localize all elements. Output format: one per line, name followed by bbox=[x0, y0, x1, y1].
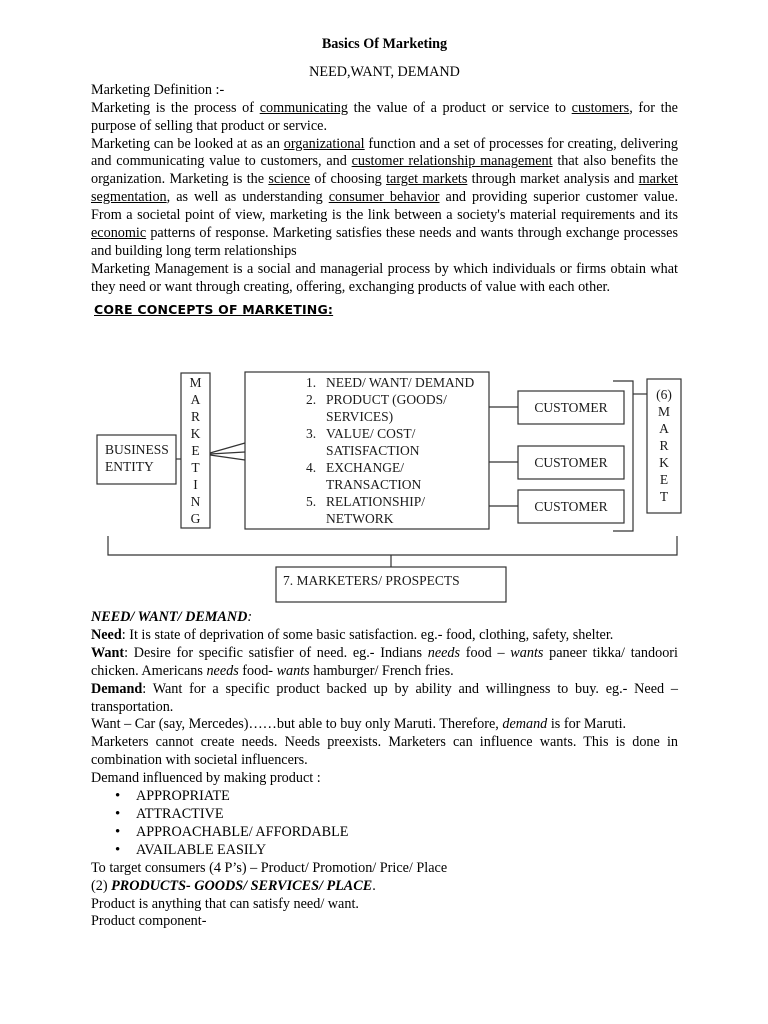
concept-number: 2. bbox=[306, 392, 317, 407]
link-market-segmentation[interactable]: market segmentation bbox=[91, 171, 678, 206]
concept-label: NEED/ WANT/ DEMAND bbox=[326, 375, 475, 390]
text-run: . bbox=[372, 877, 376, 894]
text-run: through market analysis and bbox=[467, 171, 639, 188]
concept-label: SATISFACTION bbox=[326, 443, 420, 458]
list-item: • APPROACHABLE/ AFFORDABLE bbox=[136, 824, 678, 842]
target-consumers-line: To target consumers (4 P’s) – Product/ Promotion/ Price/ Place bbox=[91, 859, 448, 876]
marketing-letter: G bbox=[190, 511, 201, 526]
text-run: patterns of response. Marketing satisfies these needs and wants through exchange processes and building long term relationships bbox=[91, 225, 678, 259]
product-definition: Product is anything that can satisfy need/ want. bbox=[91, 895, 359, 912]
concept-label: NETWORK bbox=[326, 511, 394, 526]
marketing-letter: T bbox=[191, 460, 200, 475]
document-body bbox=[91, 36, 678, 319]
market-letter: E bbox=[659, 472, 669, 487]
bracket-line bbox=[108, 536, 677, 555]
link-communicating[interactable]: communicating bbox=[259, 99, 348, 116]
text-run: Want – Car (say, Mercedes)……but able to buy only Maruti. Therefore, bbox=[91, 716, 503, 733]
marketing-letter: E bbox=[191, 443, 200, 458]
definition-paragraph-2 bbox=[91, 136, 678, 261]
demand-influenced-label: Demand influenced by making product : bbox=[91, 770, 321, 787]
marketing-letter: M bbox=[189, 375, 202, 390]
business-entity-label: BUSINESS bbox=[105, 442, 169, 457]
bullet-list bbox=[91, 788, 678, 860]
customer-label: CUSTOMER bbox=[534, 455, 608, 470]
text-run: : Want for a specific product backed up by ability and willingness to buy. eg.- Need – transportation. bbox=[91, 680, 678, 715]
need-label: Need bbox=[91, 626, 122, 643]
concept-label: PRODUCT (GOODS/ bbox=[326, 392, 447, 407]
document-subtitle: NEED,WANT, DEMAND bbox=[309, 63, 460, 80]
document-title: Basics Of Marketing bbox=[321, 36, 448, 52]
concept-label: RELATIONSHIP/ bbox=[326, 494, 426, 509]
want-car-example bbox=[91, 716, 678, 734]
text-run: demand bbox=[502, 716, 548, 733]
text-run: , for the purpose of selling that product or service. bbox=[91, 99, 678, 134]
text-run: is for Maruti. bbox=[547, 716, 627, 733]
link-consumer-behavior[interactable]: consumer behavior bbox=[328, 189, 440, 206]
concept-number: 1. bbox=[306, 375, 317, 390]
nwd-heading-text: NEED/ WANT/ DEMAND bbox=[91, 609, 248, 625]
want-definition bbox=[91, 645, 678, 681]
marketing-management-paragraph: Marketing Management is a social and managerial process by which individuals or firms obtain what they need or want through creating, offering, exchanging products of value with each other. bbox=[91, 260, 678, 295]
text-run: wants bbox=[276, 662, 310, 679]
text-run: : bbox=[247, 609, 253, 625]
core-concepts-diagram-svg bbox=[90, 362, 690, 607]
core-concepts-heading: CORE CONCEPTS OF MARKETING: bbox=[94, 301, 334, 317]
text-run: wants bbox=[510, 644, 544, 661]
market-letter: M bbox=[657, 404, 671, 419]
text-run: needs bbox=[427, 644, 461, 661]
market-letter: R bbox=[659, 438, 669, 453]
customer-label: CUSTOMER bbox=[534, 400, 608, 415]
concept-number: 3. bbox=[306, 426, 317, 441]
connector-line bbox=[210, 443, 245, 453]
marketing-letter: A bbox=[190, 392, 201, 407]
list-item: • ATTRACTIVE bbox=[136, 806, 678, 824]
text-run: function and a set of processes for creating, delivering and communicating value to customers, and bbox=[91, 135, 678, 170]
concept-number: 4. bbox=[306, 460, 317, 475]
definition-label: Marketing Definition :- bbox=[91, 81, 225, 98]
marketers-needs-paragraph: Marketers cannot create needs. Needs preexists. Marketers can influence wants. This is done in combination with societal influencers. bbox=[91, 734, 678, 769]
core-concepts-diagram bbox=[90, 362, 690, 612]
market-number: (6) bbox=[656, 387, 672, 402]
market-letter: K bbox=[659, 455, 669, 470]
text-run: : Desire for specific satisfier of need. eg.- Indians bbox=[124, 644, 428, 661]
list-item: • AVAILABLE EASILY bbox=[136, 842, 678, 860]
business-entity-label: ENTITY bbox=[105, 459, 154, 474]
text-run: and providing superior customer value. From a societal point of view, marketing is the link between a society's material requirements and its bbox=[91, 189, 678, 224]
text-run: of choosing bbox=[310, 171, 387, 188]
marketing-letter: N bbox=[190, 494, 201, 509]
market-letter: T bbox=[659, 489, 669, 504]
demand-label: Demand bbox=[91, 680, 143, 697]
link-organizational[interactable]: organizational bbox=[283, 135, 365, 152]
text-run: that also benefits the organization. Marketing is the bbox=[91, 153, 678, 188]
concept-number: 5. bbox=[306, 494, 317, 509]
marketing-letter: K bbox=[190, 426, 201, 441]
link-economic[interactable]: economic bbox=[91, 225, 147, 242]
text-run: needs bbox=[206, 662, 239, 679]
marketing-letter: I bbox=[193, 477, 198, 492]
text-run: paneer tikka/ tandoori chicken. Americans bbox=[91, 644, 678, 679]
text-run: hamburger/ French fries. bbox=[309, 662, 454, 679]
text-run: , as well as understanding bbox=[166, 189, 329, 206]
text-run: Marketing is the process of bbox=[91, 99, 260, 116]
text-run: (2) bbox=[91, 877, 112, 894]
list-item: • APPROPRIATE bbox=[136, 788, 678, 806]
connector-line bbox=[210, 452, 245, 454]
link-customers[interactable]: customers bbox=[571, 99, 630, 116]
connector-line bbox=[210, 455, 245, 460]
text-run: food – bbox=[460, 644, 511, 661]
text-run: : It is state of deprivation of some basic satisfaction. eg.- food, clothing, safety, shelter. bbox=[121, 626, 614, 643]
concept-label: EXCHANGE/ bbox=[326, 460, 404, 475]
definition-paragraph-1 bbox=[91, 100, 678, 136]
concept-label: VALUE/ COST/ bbox=[326, 426, 416, 441]
need-definition bbox=[91, 627, 678, 645]
link-target-markets[interactable]: target markets bbox=[386, 171, 468, 188]
customer-label: CUSTOMER bbox=[534, 499, 608, 514]
text-run: the value of a product or service to bbox=[347, 99, 572, 116]
products-heading bbox=[91, 878, 678, 896]
marketers-prospects-label: 7. MARKETERS/ PROSPECTS bbox=[283, 573, 460, 588]
want-label: Want bbox=[91, 644, 125, 661]
need-want-demand-section bbox=[91, 609, 678, 931]
concept-label: SERVICES) bbox=[326, 409, 394, 424]
market-letter: A bbox=[659, 421, 669, 436]
text-run: Marketing can be looked at as an bbox=[91, 135, 284, 152]
marketing-letter: R bbox=[190, 409, 201, 424]
link-science[interactable]: science bbox=[268, 171, 311, 188]
product-component-line: Product component- bbox=[91, 913, 207, 930]
products-heading-text: PRODUCTS- GOODS/ SERVICES/ PLACE bbox=[111, 877, 373, 894]
text-run: food- bbox=[238, 662, 277, 679]
bracket-line bbox=[613, 381, 633, 531]
demand-definition bbox=[91, 681, 678, 717]
link-customer-relationship-management[interactable]: customer relationship management bbox=[351, 153, 553, 170]
concept-label: TRANSACTION bbox=[326, 477, 422, 492]
nwd-heading bbox=[91, 609, 678, 627]
